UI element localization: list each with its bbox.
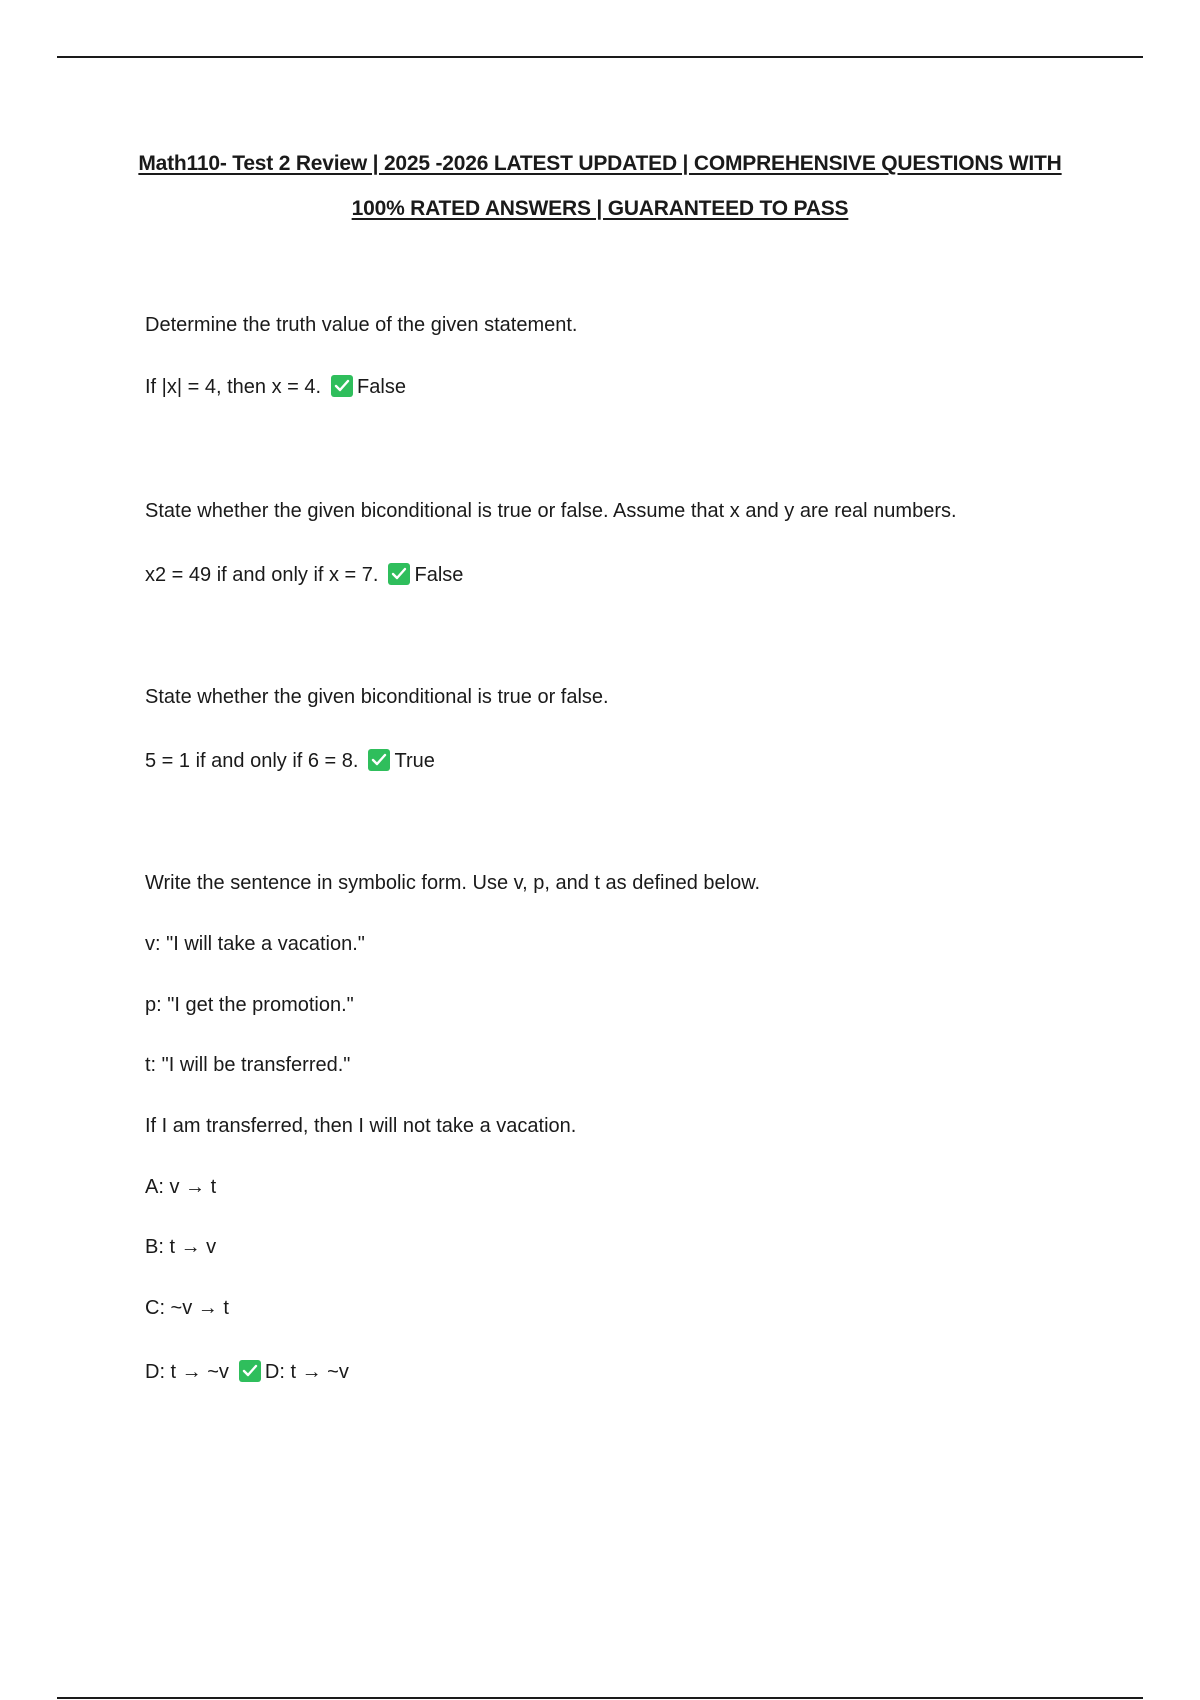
question-4-option-d: D: t → ~v xyxy=(145,1361,229,1383)
question-4-answer: D: t → ~v xyxy=(264,1361,349,1383)
check-box-icon xyxy=(368,749,390,771)
question-3-answer: True xyxy=(394,750,435,772)
top-rule xyxy=(57,56,1143,58)
question-1-answer: False xyxy=(357,376,406,398)
question-2-answer: False xyxy=(414,564,464,586)
question-2-prompt: State whether the given biconditional is true or false. Assume that x and y are real numbers. xyxy=(145,500,957,522)
question-4-definition-v: v: "I will take a vacation." xyxy=(145,933,365,955)
question-2-statement-row xyxy=(145,561,463,589)
question-1-prompt: Determine the truth value of the given statement. xyxy=(145,314,578,336)
question-1-statement-row xyxy=(145,373,406,401)
question-3-statement: 5 = 1 if and only if 6 = 8. xyxy=(145,750,359,772)
question-1-statement: If |x| = 4, then x = 4. xyxy=(145,376,322,398)
check-box-icon xyxy=(331,375,353,397)
question-2-statement: x2 = 49 if and only if x = 7. xyxy=(145,564,379,586)
question-4-option-c: C: ~v → t xyxy=(145,1297,229,1319)
question-4-option-d-row xyxy=(145,1358,349,1386)
question-3-prompt: State whether the given biconditional is true or false. xyxy=(145,686,609,708)
question-4-prompt: Write the sentence in symbolic form. Use v, p, and t as defined below. xyxy=(145,872,761,894)
check-box-icon xyxy=(388,563,410,585)
check-box-icon xyxy=(239,1360,261,1382)
question-4-definition-t: t: "I will be transferred." xyxy=(145,1054,351,1076)
bottom-rule xyxy=(57,1697,1143,1699)
question-4-definition-p: p: "I get the promotion." xyxy=(145,994,354,1016)
document-title xyxy=(100,141,1100,231)
title-line-2: 100% RATED ANSWERS | GUARANTEED TO PASS xyxy=(351,197,849,220)
question-4-option-b: B: t → v xyxy=(145,1236,217,1258)
question-3-statement-row xyxy=(145,747,435,775)
question-4-sentence: If I am transferred, then I will not take a vacation. xyxy=(145,1115,577,1137)
title-line-1: Math110- Test 2 Review | 2025 -2026 LATEST UPDATED | COMPREHENSIVE QUESTIONS WITH xyxy=(138,152,1062,175)
question-4-option-a: A: v → t xyxy=(145,1176,217,1198)
